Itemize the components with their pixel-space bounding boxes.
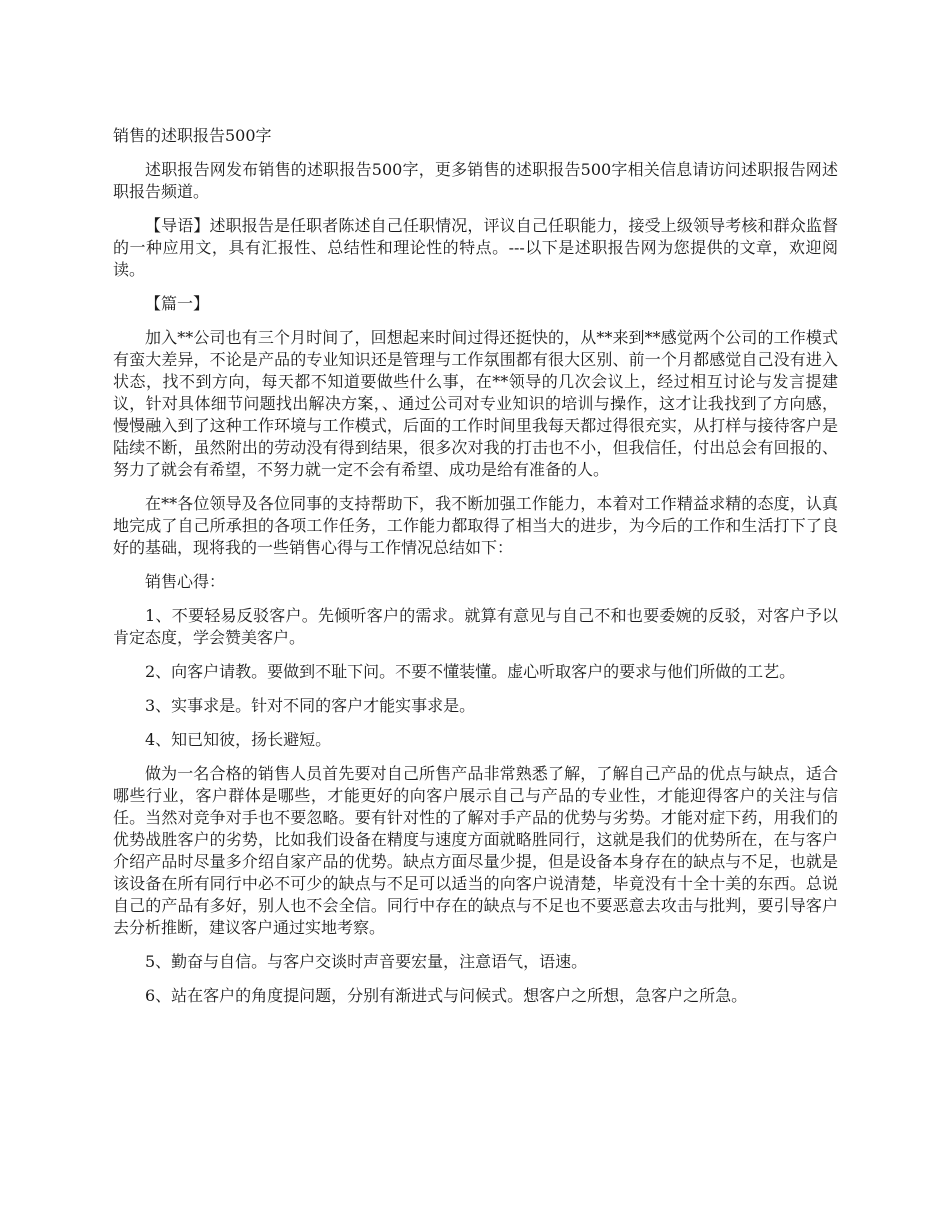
subheading: 销售心得： [145, 572, 226, 591]
list-item: 3、实事求是。针对不同的客户才能实事求是。 [145, 696, 476, 715]
list-item: 1、不要轻易反驳客户。先倾听客户的需求。就算有意见与自己不和也要委婉的反驳，对客户予以肯定态度，学会赞美客户。 [113, 606, 838, 647]
document-body [113, 125, 838, 1019]
body-paragraph: 在**各位领导及各位同事的支持帮助下，我不断加强工作能力，本着对工作精益求精的态度，认真地完成了自己所承担的各项工作任务，工作能力都取得了相当大的进步，为今后的工作和生活打下了良好的基础，现将我的一些销售心得与工作情况总结如下： [113, 494, 838, 557]
intro-paragraph: 述职报告网发布销售的述职报告500字，更多销售的述职报告500字相关信息请访问述职报告网述职报告频道。 [113, 160, 838, 201]
list-item: 2、向客户请教。要做到不耻下问。不要不懂装懂。虚心听取客户的要求与他们所做的工艺。 [145, 662, 796, 681]
section-heading: 【篇一】 [145, 294, 210, 313]
body-paragraph: 加入**公司也有三个月时间了，回想起来时间过得还挺快的，从**来到**感觉两个公司的工作模式有蛮大差异，不论是产品的专业知识还是管理与工作氛围都有很大区别、前一个月都感觉自己没有进入状态，找不到方向，每天都不知道要做些什么事，在**领导的几次会议上，经过相互讨论与发言提建议，针对具体细节问题找出解决方案，、通过公司对专业知识的培训与操作，这才让我找到了方向感，慢慢融入到了这种工作环境与工作模式，后面的工作时间里我每天都过得很充实，从打样与接待客户是陆续不断，虽然附出的劳动没有得到结果，很多次对我的打击也不小，但我信任，付出总会有回报的、努力了就会有希望，不努力就一定不会有希望、成功是给有准备的人。 [113, 328, 838, 479]
list-item: 5、勤奋与自信。与客户交谈时声音要宏量，注意语气，语速。 [145, 952, 588, 971]
document-title: 销售的述职报告500字 [113, 126, 272, 145]
body-paragraph: 做为一名合格的销售人员首先要对自己所售产品非常熟悉了解，了解自己产品的优点与缺点，适合哪些行业，客户群体是哪些，才能更好的向客户展示自己与产品的专业性，才能迎得客户的关注与信任。当然对竞争对手也不要忽略。要有针对性的了解对手产品的优势与劣势。才能对症下药，用我们的优势战胜客户的劣势，比如我们设备在精度与速度方面就略胜同行，这就是我们的优势所在，在与客户介绍产品时尽量多介绍自家产品的优势。缺点方面尽量少提，但是设备本身存在的缺点与不足，也就是该设备在所有同行中必不可少的缺点与不足可以适当的向客户说清楚，毕竟没有十全十美的东西。总说自己的产品有多好，别人也不会全信。同行中存在的缺点与不足也不要恶意去攻击与批判，要引导客户去分析推断，建议客户通过实地考察。 [113, 764, 838, 937]
lead-paragraph: 【导语】述职报告是任职者陈述自己任职情况，评议自己任职能力，接受上级领导考核和群众监督的一种应用文，具有汇报性、总结性和理论性的特点。---以下是述职报告网为您提供的文章，欢迎阅读。 [113, 216, 838, 279]
list-item: 4、知已知彼，扬长避短。 [145, 730, 332, 749]
list-item: 6、站在客户的角度提问题，分别有渐进式与问候式。想客户之所想，急客户之所急。 [145, 986, 748, 1005]
